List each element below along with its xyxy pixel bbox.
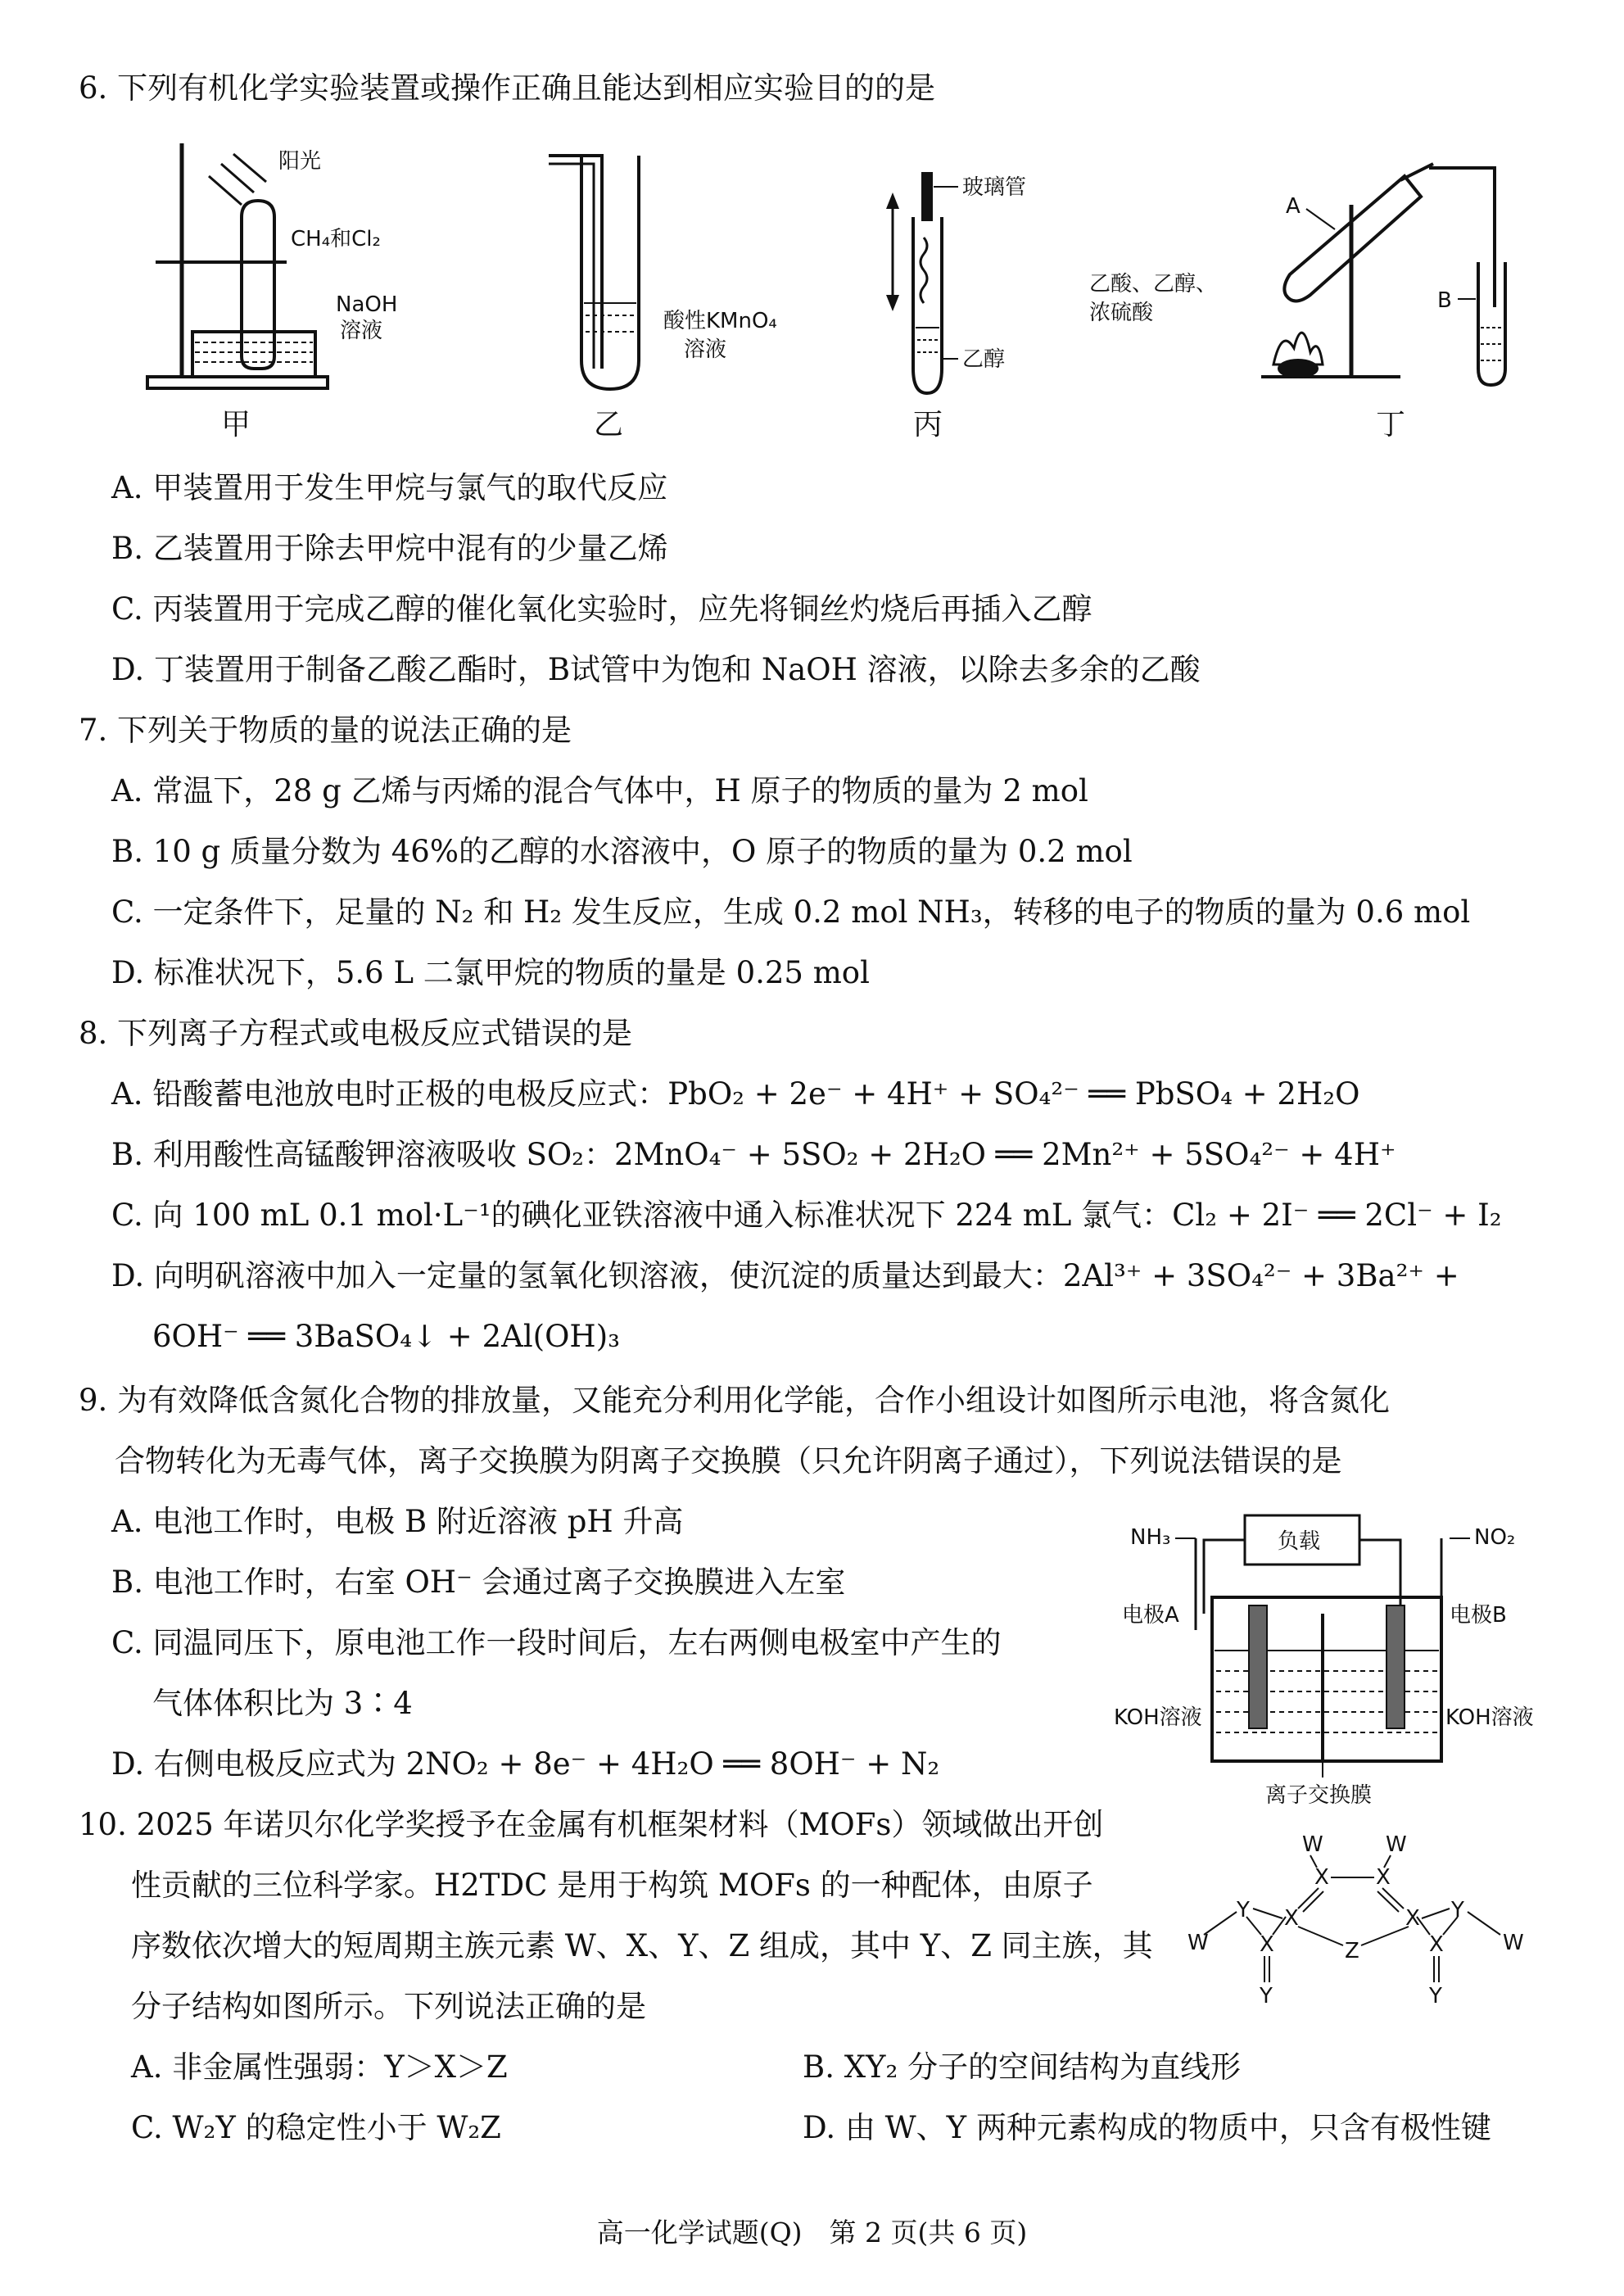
q9-stem-1: 9. 为有效降低含氮化合物的排放量，又能充分利用化学能，合作小组设计如图所示电池，将含氮化 bbox=[79, 1383, 1391, 1418]
q6-option-a: A. 甲装置用于发生甲烷与氯气的取代反应 bbox=[111, 470, 668, 505]
caption-bing: 丙 bbox=[913, 408, 943, 442]
page-footer: 高一化学试题(Q) 第 2 页(共 6 页) bbox=[596, 2217, 1028, 2248]
atom-x: X bbox=[1314, 1865, 1329, 1890]
atom-y: Y bbox=[1237, 1898, 1250, 1922]
label-b: B bbox=[1437, 288, 1452, 313]
q10-option-b: B. XY₂ 分子的空间结构为直线形 bbox=[803, 2049, 1242, 2085]
q9-stem-2: 合物转化为无毒气体，离子交换膜为阴离子交换膜（只允许阴离子通过），下列说法错误的是 bbox=[115, 1443, 1342, 1479]
q9-option-c-cont: 气体体积比为 3∶4 bbox=[152, 1686, 413, 1721]
q9-option-c: C. 同温同压下，原电池工作一段时间后，左右两侧电极室中产生的 bbox=[111, 1625, 1002, 1660]
caption-yi: 乙 bbox=[594, 408, 624, 442]
q10-stem-4: 分子结构如图所示。下列说法正确的是 bbox=[131, 1989, 646, 2024]
atom-x: X bbox=[1260, 1932, 1274, 1957]
label-nh3: NH₃ bbox=[1130, 1525, 1171, 1550]
q9-option-a: A. 电池工作时，电极 B 附近溶液 pH 升高 bbox=[111, 1504, 684, 1539]
label-electrode-b: 电极B bbox=[1450, 1603, 1507, 1628]
atom-w: W bbox=[1503, 1931, 1524, 1955]
apparatus-jia bbox=[147, 143, 397, 442]
label-load: 负载 bbox=[1278, 1529, 1321, 1554]
atom-w: W bbox=[1187, 1931, 1209, 1955]
q9-option-d: D. 右侧电极反应式为 2NO₂ + 8e⁻ + 4H₂O ══ 8OH⁻ + N₂ bbox=[111, 1746, 940, 1782]
label-koh-left: KOH溶液 bbox=[1114, 1705, 1202, 1730]
q10-stem-3: 序数依次增大的短周期主族元素 W、X、Y、Z 组成，其中 Y、Z 同主族，其 bbox=[131, 1928, 1153, 1963]
apparatus-ding bbox=[1089, 164, 1505, 442]
label-kmno4-sol: 溶液 bbox=[684, 337, 727, 362]
q9-battery-figure bbox=[1114, 1507, 1540, 1810]
label-gas: CH₄和Cl₂ bbox=[291, 227, 381, 251]
label-no2: NO₂ bbox=[1474, 1525, 1516, 1550]
q6-option-b: B. 乙装置用于除去甲烷中混有的少量乙烯 bbox=[111, 531, 668, 566]
q6-stem: 6. 下列有机化学实验装置或操作正确且能达到相应实验目的的是 bbox=[79, 70, 936, 106]
label-membrane: 离子交换膜 bbox=[1265, 1783, 1373, 1808]
label-glass-tube: 玻璃管 bbox=[962, 175, 1027, 200]
q10-option-a: A. 非金属性强弱：Y＞X＞Z bbox=[131, 2049, 508, 2085]
atom-w: W bbox=[1302, 1832, 1323, 1857]
q8-option-c: C. 向 100 mL 0.1 mol·L⁻¹的碘化亚铁溶液中通入标准状况下 224 mL 氯气：Cl₂ + 2I⁻ ══ 2Cl⁻ + I₂ bbox=[111, 1198, 1502, 1233]
atom-y: Y bbox=[1260, 1984, 1273, 2008]
q8-stem: 8. 下列离子方程式或电极反应式错误的是 bbox=[79, 1016, 633, 1051]
q8-option-a: A. 铅酸蓄电池放电时正极的电极反应式：PbO₂ + 2e⁻ + 4H⁺ + SO₄²⁻ ══ PbSO₄ + 2H₂O bbox=[111, 1076, 1360, 1112]
label-koh-right: KOH溶液 bbox=[1445, 1705, 1534, 1730]
q10-molecule-figure bbox=[1179, 1827, 1540, 2015]
q6-option-d: D. 丁装置用于制备乙酸乙酯时，B试管中为饱和 NaOH 溶液，以除去多余的乙酸 bbox=[111, 652, 1201, 687]
q10-option-c: C. W₂Y 的稳定性小于 W₂Z bbox=[131, 2110, 501, 2145]
q6-option-c: C. 丙装置用于完成乙醇的催化氧化实验时，应先将铜丝灼烧后再插入乙醇 bbox=[111, 591, 1092, 627]
q10-stem-1: 10. 2025 年诺贝尔化学奖授予在金属有机框架材料（MOFs）领域做出开创 bbox=[79, 1807, 1104, 1842]
atom-y: Y bbox=[1451, 1898, 1464, 1922]
q7-stem: 7. 下列关于物质的量的说法正确的是 bbox=[79, 713, 572, 748]
q8-option-d: D. 向明矾溶液中加入一定量的氢氧化钡溶液，使沉淀的质量达到最大：2Al³⁺ + 3SO₄²⁻ + 3Ba²⁺ + bbox=[111, 1258, 1459, 1293]
atom-x: X bbox=[1405, 1906, 1420, 1931]
atom-y: Y bbox=[1429, 1984, 1442, 2008]
label-a: A bbox=[1286, 194, 1301, 219]
q10-stem-2: 性贡献的三位科学家。H2TDC 是用于构筑 MOFs 的一种配体，由原子 bbox=[131, 1868, 1093, 1903]
q7-option-a: A. 常温下，28 g 乙烯与丙烯的混合气体中，H 原子的物质的量为 2 mol bbox=[111, 773, 1088, 808]
label-ethanol: 乙醇 bbox=[962, 347, 1006, 372]
apparatus-yi bbox=[549, 156, 777, 442]
label-reagents: 乙酸、乙醇、 bbox=[1089, 272, 1218, 297]
q9-option-b: B. 电池工作时，右室 OH⁻ 会通过离子交换膜进入左室 bbox=[111, 1565, 846, 1600]
label-naoh: NaOH bbox=[336, 292, 398, 317]
label-naoh-sol: 溶液 bbox=[340, 319, 383, 343]
label-sun: 阳光 bbox=[278, 149, 322, 174]
atom-x: X bbox=[1429, 1932, 1444, 1957]
apparatus-bing bbox=[886, 172, 1026, 442]
q10-option-d: D. 由 W、Y 两种元素构成的物质中，只含有极性键 bbox=[803, 2110, 1491, 2145]
q7-option-b: B. 10 g 质量分数为 46%的乙醇的水溶液中，O 原子的物质的量为 0.2 mol bbox=[111, 834, 1133, 869]
label-kmno4: 酸性KMnO₄ bbox=[663, 309, 777, 333]
q7-option-c: C. 一定条件下，足量的 N₂ 和 H₂ 发生反应，生成 0.2 mol NH₃，转移的电子的物质的量为 0.6 mol bbox=[111, 894, 1471, 930]
q7-option-d: D. 标准状况下，5.6 L 二氯甲烷的物质的量是 0.25 mol bbox=[111, 955, 870, 990]
q6-apparatus-figure bbox=[139, 131, 1572, 459]
atom-x: X bbox=[1376, 1865, 1391, 1890]
atom-x: X bbox=[1284, 1906, 1299, 1931]
atom-w: W bbox=[1386, 1832, 1407, 1857]
caption-ding: 丁 bbox=[1376, 408, 1406, 442]
q8-option-b: B. 利用酸性高锰酸钾溶液吸收 SO₂：2MnO₄⁻ + 5SO₂ + 2H₂O ══ 2Mn²⁺ + 5SO₄²⁻ + 4H⁺ bbox=[111, 1137, 1396, 1172]
atom-z: Z bbox=[1345, 1939, 1359, 1963]
label-electrode-a: 电极A bbox=[1122, 1603, 1179, 1628]
label-sulfuric: 浓硫酸 bbox=[1089, 301, 1154, 325]
caption-jia: 甲 bbox=[221, 408, 251, 442]
q8-option-d-cont: 6OH⁻ ══ 3BaSO₄↓ + 2Al(OH)₃ bbox=[152, 1319, 620, 1354]
